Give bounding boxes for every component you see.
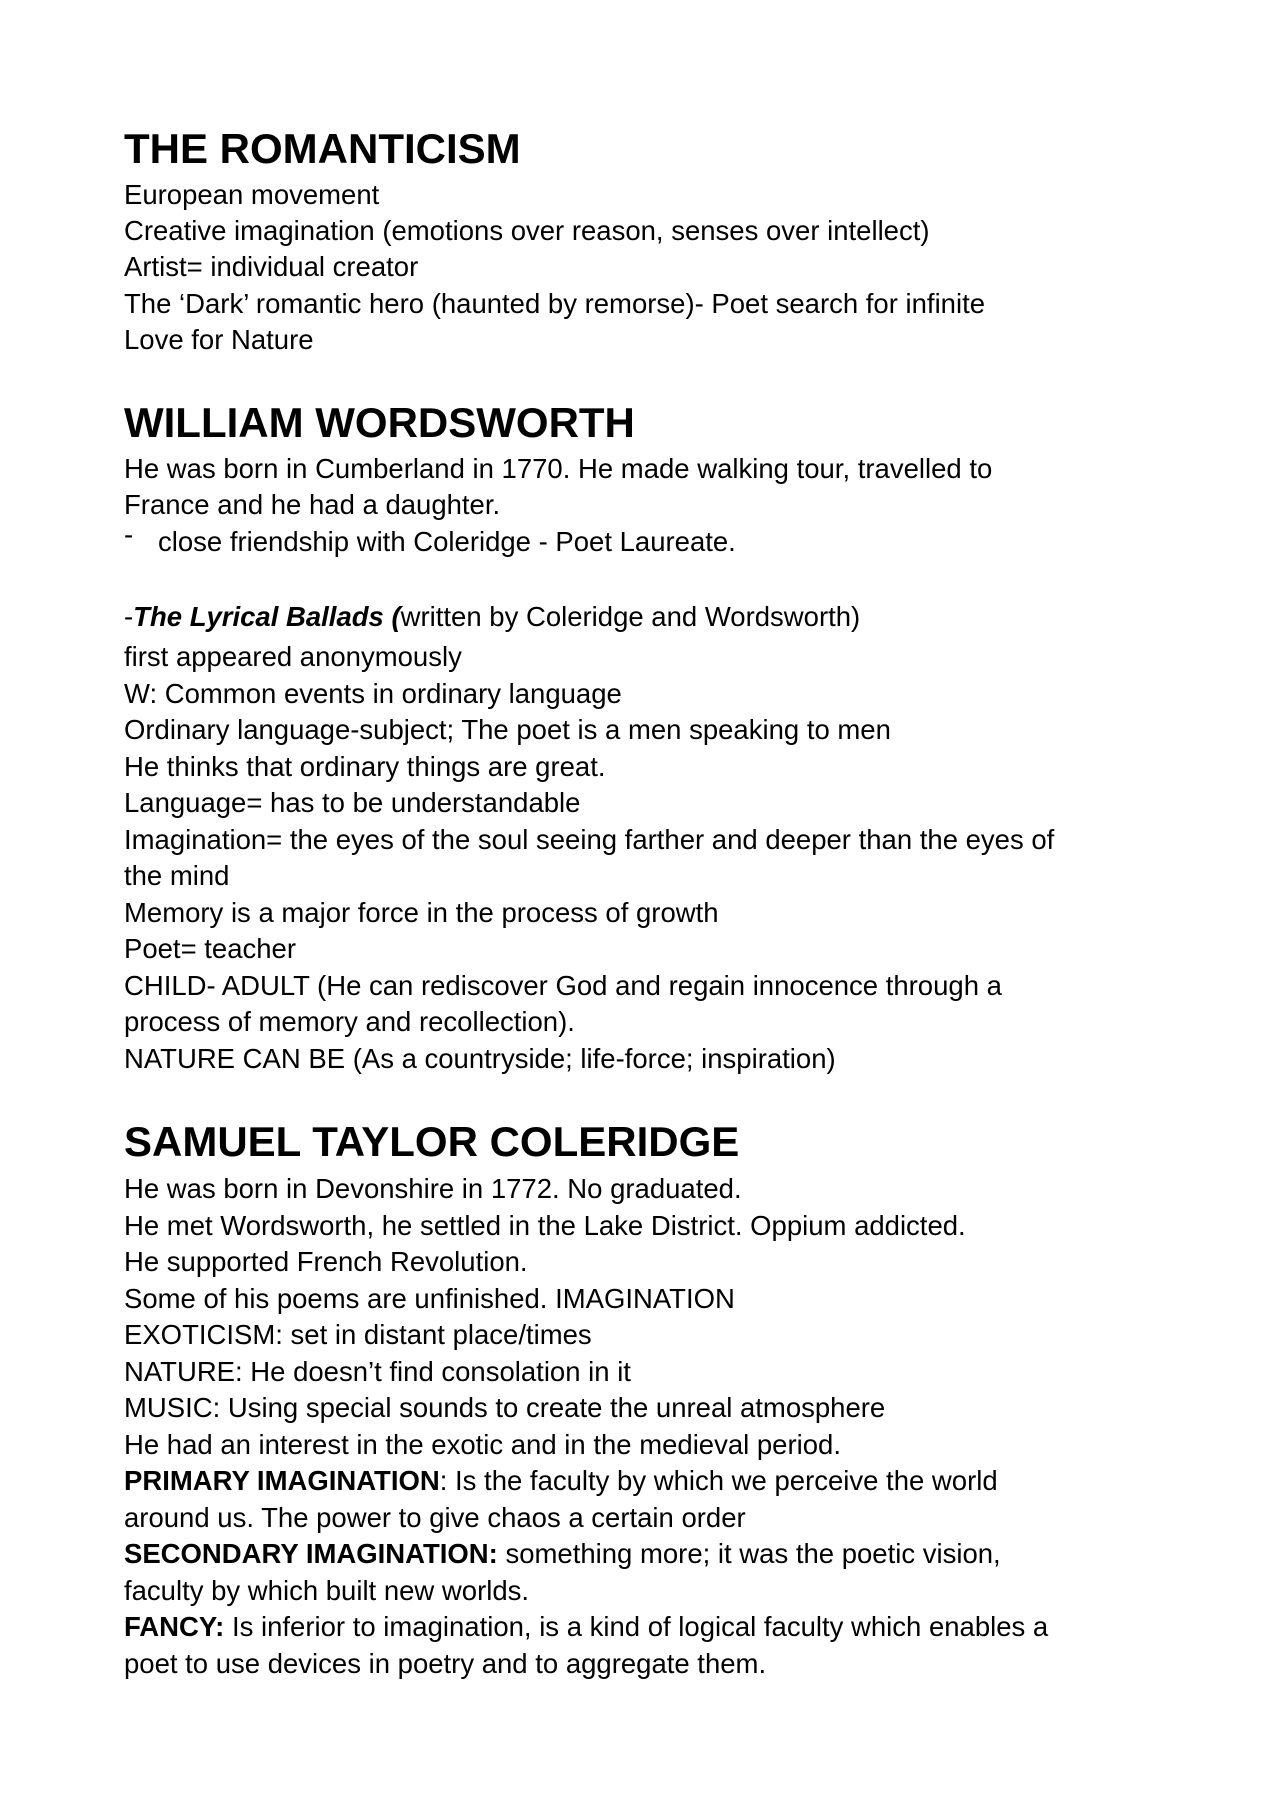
wordsworth-line-7: the mind [124,860,230,891]
wordsworth-line-1: first appeared anonymously [124,641,462,672]
coleridge-line-2: He met Wordsworth, he settled in the Lake District. Oppium addicted. [124,1210,966,1241]
wordsworth-bio-line-1: He was born in Cumberland in 1770. He made walking tour, travelled to [124,453,993,484]
fancy-label: FANCY: [124,1611,225,1642]
ballads-rest: written by Coleridge and Wordsworth) [400,601,861,632]
wordsworth-line-12: NATURE CAN BE (As a countryside; life-force; inspiration) [124,1043,836,1074]
wordsworth-line-10: CHILD- ADULT (He can rediscover God and regain innocence through a [124,970,1002,1001]
romanticism-line-4: The ‘Dark’ romantic hero (haunted by remorse)- Poet search for infinite [124,288,986,319]
coleridge-line-7: MUSIC: Using special sounds to create the unreal atmosphere [124,1392,886,1423]
wordsworth-bio-line-2: France and he had a daughter. [124,489,501,520]
lyrical-ballads-line [124,600,860,634]
wordsworth-line-11: process of memory and recollection). [124,1006,575,1037]
heading-wordsworth: WILLIAM WORDSWORTH [124,399,635,446]
coleridge-line-3: He supported French Revolution. [124,1246,528,1277]
romanticism-line-5: Love for Nature [124,324,314,355]
fancy-text: Is inferior to imagination, is a kind of logical faculty which enables a [224,1611,1049,1642]
coleridge-line-6: NATURE: He doesn’t find consolation in it [124,1356,631,1387]
ballads-prefix: - [124,601,134,632]
secondary-imagination-line [124,1537,1001,1571]
coleridge-line-5: EXOTICISM: set in distant place/times [124,1319,592,1350]
heading-romanticism: THE ROMANTICISM [124,125,521,172]
wordsworth-line-2: W: Common events in ordinary language [124,678,622,709]
heading-coleridge: SAMUEL TAYLOR COLERIDGE [124,1118,740,1165]
primary-imagination-label: PRIMARY IMAGINATION [124,1465,440,1496]
wordsworth-line-6: Imagination= the eyes of the soul seeing farther and deeper than the eyes of [124,824,1055,855]
primary-imagination-line [124,1464,998,1498]
romanticism-line-2: Creative imagination (emotions over reason, senses over intellect) [124,215,930,246]
romanticism-line-1: European movement [124,179,380,210]
wordsworth-line-8: Memory is a major force in the process of growth [124,897,719,928]
wordsworth-line-3: Ordinary language-subject; The poet is a men speaking to men [124,714,891,745]
wordsworth-line-4: He thinks that ordinary things are great. [124,751,606,782]
secondary-imagination-text: something more; it was the poetic vision, [497,1538,1001,1569]
primary-imagination-text: : Is the faculty by which we perceive the world [439,1465,998,1496]
fancy-line [124,1610,1048,1644]
secondary-imagination-cont: faculty by which built new worlds. [124,1575,530,1606]
secondary-imagination-label: SECONDARY IMAGINATION: [124,1538,498,1569]
primary-imagination-cont: around us. The power to give chaos a certain order [124,1502,746,1533]
wordsworth-line-9: Poet= teacher [124,933,296,964]
wordsworth-bullet-text: close friendship with Coleridge - Poet Laureate. [158,526,736,557]
coleridge-line-1: He was born in Devonshire in 1772. No graduated. [124,1173,742,1204]
coleridge-line-8: He had an interest in the exotic and in the medieval period. [124,1429,841,1460]
wordsworth-line-5: Language= has to be understandable [124,787,581,818]
ballads-title: The Lyrical Ballads ( [133,601,401,632]
romanticism-line-3: Artist= individual creator [124,251,419,282]
bullet-dash: - [124,519,134,550]
coleridge-line-4: Some of his poems are unfinished. IMAGINATION [124,1283,735,1314]
fancy-cont: poet to use devices in poetry and to aggregate them. [124,1648,767,1679]
